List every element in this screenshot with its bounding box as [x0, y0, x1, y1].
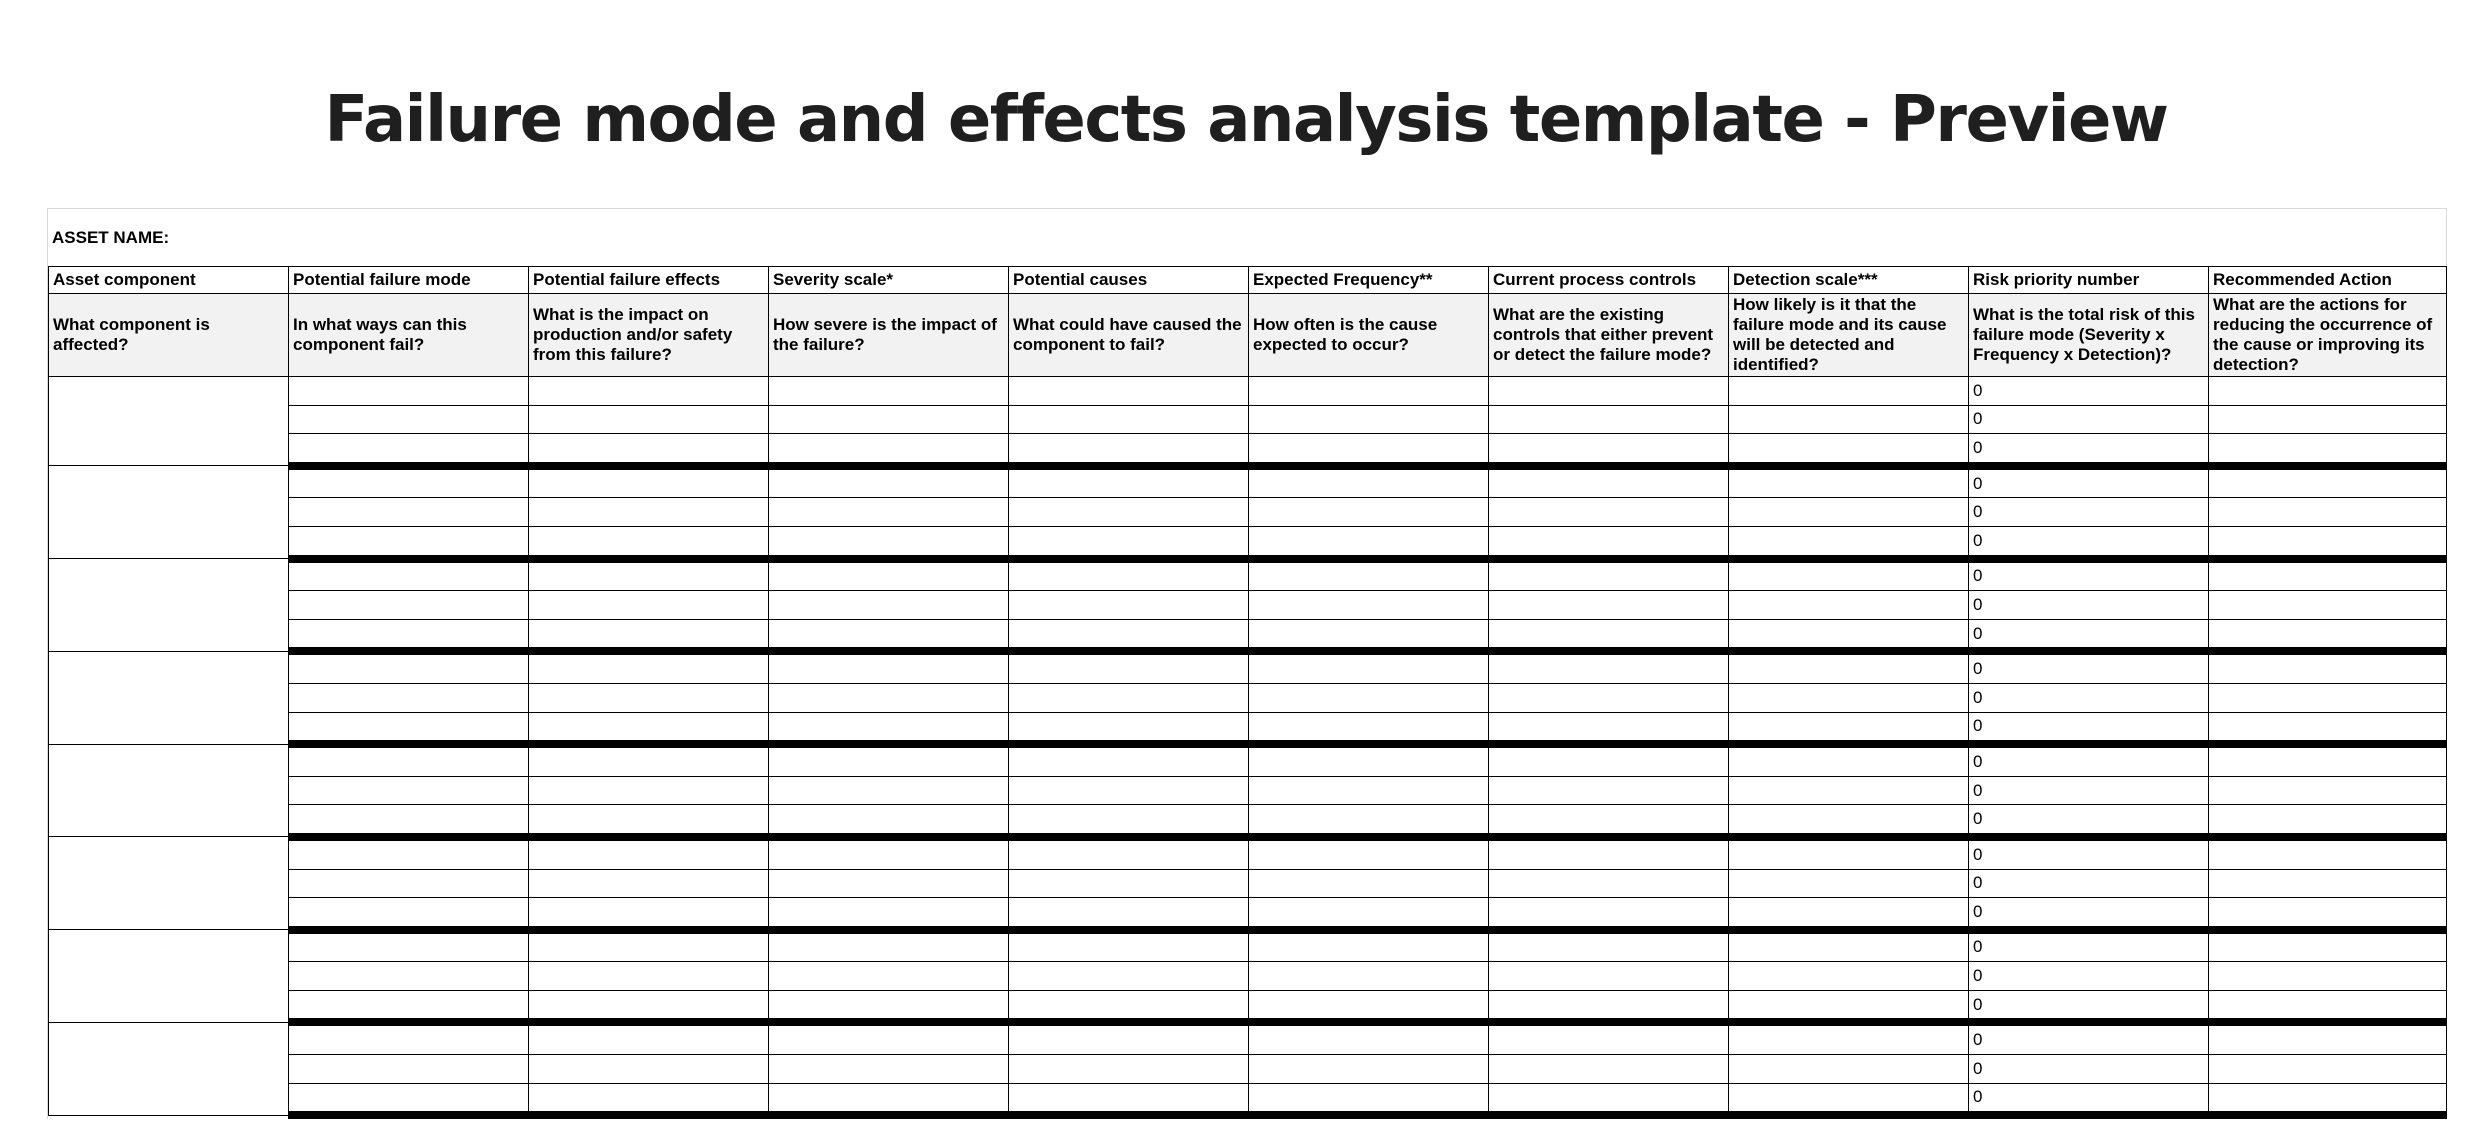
table-cell-potential-failure-effects[interactable]: [529, 869, 769, 898]
risk-priority-number-cell[interactable]: 0: [1969, 1022, 2209, 1054]
column-question-detection-scale: How likely is it that the failure mode and its cause will be detected and identified?: [1729, 294, 1969, 377]
table-cell-potential-causes[interactable]: [1009, 683, 1249, 712]
table-cell-expected-frequency[interactable]: [1249, 405, 1489, 434]
table-cell-detection-scale[interactable]: [1729, 776, 1969, 805]
table-cell-potential-failure-mode[interactable]: [289, 930, 529, 962]
table-cell-potential-failure-mode[interactable]: [289, 498, 529, 527]
column-question-risk-priority-number: What is the total risk of this failure mode (Severity x Frequency x Detection)?: [1969, 294, 2209, 377]
risk-priority-number-cell[interactable]: 0: [1969, 744, 2209, 776]
table-cell-potential-failure-mode[interactable]: [289, 619, 529, 651]
table-cell-severity-scale[interactable]: [769, 962, 1009, 991]
table-cell-severity-scale[interactable]: [769, 712, 1009, 744]
table-cell-recommended-action[interactable]: [2209, 805, 2447, 837]
table-row: [49, 619, 2447, 651]
table-row: [49, 683, 2447, 712]
table-cell-detection-scale[interactable]: [1729, 651, 1969, 683]
table-cell-potential-failure-effects[interactable]: [529, 526, 769, 558]
table-cell-severity-scale[interactable]: [769, 1055, 1009, 1084]
risk-priority-number-cell[interactable]: 0: [1969, 377, 2209, 406]
table-cell-current-process-controls[interactable]: [1489, 683, 1729, 712]
risk-priority-number-cell[interactable]: 0: [1969, 526, 2209, 558]
table-cell-recommended-action[interactable]: [2209, 837, 2447, 869]
table-row: [49, 962, 2447, 991]
table-cell-potential-failure-mode[interactable]: [289, 990, 529, 1022]
table-cell-expected-frequency[interactable]: [1249, 805, 1489, 837]
risk-priority-number-cell[interactable]: 0: [1969, 1083, 2209, 1115]
table-cell-recommended-action[interactable]: [2209, 498, 2447, 527]
table-cell-potential-failure-effects[interactable]: [529, 1083, 769, 1115]
table-cell-severity-scale[interactable]: [769, 498, 1009, 527]
table-cell-detection-scale[interactable]: [1729, 1055, 1969, 1084]
table-cell-potential-failure-effects[interactable]: [529, 744, 769, 776]
table-cell-detection-scale[interactable]: [1729, 837, 1969, 869]
table-cell-current-process-controls[interactable]: [1489, 1022, 1729, 1054]
risk-priority-number-cell[interactable]: 0: [1969, 930, 2209, 962]
table-cell-current-process-controls[interactable]: [1489, 776, 1729, 805]
table-cell-potential-failure-effects[interactable]: [529, 1022, 769, 1054]
table-cell-severity-scale[interactable]: [769, 466, 1009, 498]
table-cell-detection-scale[interactable]: [1729, 1083, 1969, 1115]
table-cell-expected-frequency[interactable]: [1249, 962, 1489, 991]
table-cell-detection-scale[interactable]: [1729, 526, 1969, 558]
table-cell-expected-frequency[interactable]: [1249, 526, 1489, 558]
table-row: [49, 805, 2447, 837]
table-cell-severity-scale[interactable]: [769, 619, 1009, 651]
column-header-risk-priority-number: Risk priority number: [1969, 267, 2209, 294]
table-cell-recommended-action[interactable]: [2209, 898, 2447, 930]
asset-component-cell[interactable]: [49, 466, 289, 559]
table-cell-recommended-action[interactable]: [2209, 377, 2447, 406]
table-cell-recommended-action[interactable]: [2209, 962, 2447, 991]
table-cell-current-process-controls[interactable]: [1489, 962, 1729, 991]
table-cell-potential-failure-mode[interactable]: [289, 776, 529, 805]
table-cell-recommended-action[interactable]: [2209, 526, 2447, 558]
table-cell-expected-frequency[interactable]: [1249, 837, 1489, 869]
table-cell-current-process-controls[interactable]: [1489, 619, 1729, 651]
column-question-row: [49, 294, 2447, 377]
table-cell-potential-failure-effects[interactable]: [529, 805, 769, 837]
table-cell-severity-scale[interactable]: [769, 869, 1009, 898]
table-cell-current-process-controls[interactable]: [1489, 651, 1729, 683]
table-cell-detection-scale[interactable]: [1729, 1022, 1969, 1054]
table-cell-potential-failure-mode[interactable]: [289, 526, 529, 558]
risk-priority-number-cell[interactable]: 0: [1969, 434, 2209, 466]
column-header-row: [49, 267, 2447, 294]
table-cell-potential-failure-effects[interactable]: [529, 1055, 769, 1084]
risk-priority-number-cell[interactable]: 0: [1969, 683, 2209, 712]
table-cell-severity-scale[interactable]: [769, 776, 1009, 805]
table-cell-detection-scale[interactable]: [1729, 591, 1969, 620]
table-cell-detection-scale[interactable]: [1729, 498, 1969, 527]
table-cell-severity-scale[interactable]: [769, 837, 1009, 869]
table-cell-potential-causes[interactable]: [1009, 651, 1249, 683]
table-cell-potential-causes[interactable]: [1009, 559, 1249, 591]
table-cell-potential-failure-mode[interactable]: [289, 466, 529, 498]
fmea-body: [49, 377, 2447, 1116]
column-header-expected-frequency: Expected Frequency**: [1249, 267, 1489, 294]
table-cell-potential-failure-effects[interactable]: [529, 776, 769, 805]
table-cell-potential-failure-mode[interactable]: [289, 591, 529, 620]
asset-component-cell[interactable]: [49, 930, 289, 1023]
table-cell-potential-causes[interactable]: [1009, 962, 1249, 991]
table-cell-potential-failure-effects[interactable]: [529, 930, 769, 962]
table-cell-expected-frequency[interactable]: [1249, 744, 1489, 776]
table-cell-potential-failure-effects[interactable]: [529, 405, 769, 434]
table-cell-severity-scale[interactable]: [769, 990, 1009, 1022]
risk-priority-number-cell[interactable]: 0: [1969, 591, 2209, 620]
table-row: [49, 434, 2447, 466]
table-cell-potential-causes[interactable]: [1009, 466, 1249, 498]
table-cell-recommended-action[interactable]: [2209, 869, 2447, 898]
table-cell-severity-scale[interactable]: [769, 930, 1009, 962]
table-cell-potential-failure-mode[interactable]: [289, 405, 529, 434]
table-cell-potential-causes[interactable]: [1009, 898, 1249, 930]
table-cell-expected-frequency[interactable]: [1249, 898, 1489, 930]
asset-component-cell[interactable]: [49, 559, 289, 652]
table-cell-expected-frequency[interactable]: [1249, 712, 1489, 744]
risk-priority-number-cell[interactable]: 0: [1969, 776, 2209, 805]
table-cell-severity-scale[interactable]: [769, 434, 1009, 466]
table-cell-potential-causes[interactable]: [1009, 1022, 1249, 1054]
table-cell-severity-scale[interactable]: [769, 526, 1009, 558]
table-row: [49, 405, 2447, 434]
table-cell-potential-causes[interactable]: [1009, 434, 1249, 466]
table-cell-potential-failure-effects[interactable]: [529, 466, 769, 498]
asset-component-cell[interactable]: [49, 1022, 289, 1115]
table-cell-current-process-controls[interactable]: [1489, 405, 1729, 434]
table-cell-current-process-controls[interactable]: [1489, 591, 1729, 620]
column-header-potential-causes: Potential causes: [1009, 267, 1249, 294]
table-cell-detection-scale[interactable]: [1729, 744, 1969, 776]
table-cell-current-process-controls[interactable]: [1489, 930, 1729, 962]
table-cell-potential-failure-mode[interactable]: [289, 1055, 529, 1084]
table-cell-potential-failure-effects[interactable]: [529, 434, 769, 466]
table-row: [49, 776, 2447, 805]
table-row: [49, 837, 2447, 869]
table-row: [49, 1055, 2447, 1084]
table-row: [49, 869, 2447, 898]
table-cell-potential-failure-mode[interactable]: [289, 1022, 529, 1054]
risk-priority-number-cell[interactable]: 0: [1969, 898, 2209, 930]
table-cell-recommended-action[interactable]: [2209, 990, 2447, 1022]
table-cell-potential-failure-effects[interactable]: [529, 962, 769, 991]
asset-component-cell[interactable]: [49, 744, 289, 837]
table-cell-expected-frequency[interactable]: [1249, 559, 1489, 591]
table-cell-potential-causes[interactable]: [1009, 591, 1249, 620]
table-cell-severity-scale[interactable]: [769, 1083, 1009, 1115]
risk-priority-number-cell[interactable]: 0: [1969, 712, 2209, 744]
table-cell-current-process-controls[interactable]: [1489, 434, 1729, 466]
table-cell-recommended-action[interactable]: [2209, 1022, 2447, 1054]
table-cell-detection-scale[interactable]: [1729, 712, 1969, 744]
table-cell-detection-scale[interactable]: [1729, 805, 1969, 837]
column-question-potential-failure-mode: In what ways can this component fail?: [289, 294, 529, 377]
table-cell-potential-causes[interactable]: [1009, 377, 1249, 406]
table-cell-potential-failure-effects[interactable]: [529, 990, 769, 1022]
table-row: [49, 712, 2447, 744]
table-cell-potential-failure-mode[interactable]: [289, 683, 529, 712]
table-cell-current-process-controls[interactable]: [1489, 744, 1729, 776]
column-question-current-process-controls: What are the existing controls that either prevent or detect the failure mode?: [1489, 294, 1729, 377]
table-cell-severity-scale[interactable]: [769, 1022, 1009, 1054]
column-header-detection-scale: Detection scale***: [1729, 267, 1969, 294]
risk-priority-number-cell[interactable]: 0: [1969, 498, 2209, 527]
table-row: [49, 466, 2447, 498]
table-cell-detection-scale[interactable]: [1729, 377, 1969, 406]
table-cell-potential-causes[interactable]: [1009, 405, 1249, 434]
table-cell-potential-failure-mode[interactable]: [289, 744, 529, 776]
table-row: [49, 377, 2447, 406]
table-cell-detection-scale[interactable]: [1729, 559, 1969, 591]
risk-priority-number-cell[interactable]: 0: [1969, 805, 2209, 837]
risk-priority-number-cell[interactable]: 0: [1969, 619, 2209, 651]
fmea-table: [48, 266, 2447, 1119]
table-cell-potential-causes[interactable]: [1009, 869, 1249, 898]
table-cell-current-process-controls[interactable]: [1489, 898, 1729, 930]
table-row: [49, 1083, 2447, 1115]
table-cell-recommended-action[interactable]: [2209, 591, 2447, 620]
column-question-potential-causes: What could have caused the component to fail?: [1009, 294, 1249, 377]
table-cell-current-process-controls[interactable]: [1489, 712, 1729, 744]
table-cell-recommended-action[interactable]: [2209, 712, 2447, 744]
table-cell-detection-scale[interactable]: [1729, 869, 1969, 898]
table-cell-expected-frequency[interactable]: [1249, 591, 1489, 620]
table-cell-severity-scale[interactable]: [769, 683, 1009, 712]
table-cell-severity-scale[interactable]: [769, 805, 1009, 837]
table-cell-potential-failure-effects[interactable]: [529, 377, 769, 406]
table-cell-potential-failure-mode[interactable]: [289, 805, 529, 837]
table-cell-recommended-action[interactable]: [2209, 930, 2447, 962]
table-cell-recommended-action[interactable]: [2209, 466, 2447, 498]
column-question-potential-failure-effects: What is the impact on production and/or safety from this failure?: [529, 294, 769, 377]
column-header-recommended-action: Recommended Action: [2209, 267, 2447, 294]
table-cell-current-process-controls[interactable]: [1489, 526, 1729, 558]
column-question-expected-frequency: How often is the cause expected to occur?: [1249, 294, 1489, 377]
table-cell-potential-causes[interactable]: [1009, 930, 1249, 962]
column-header-potential-failure-mode: Potential failure mode: [289, 267, 529, 294]
table-cell-detection-scale[interactable]: [1729, 405, 1969, 434]
table-cell-severity-scale[interactable]: [769, 405, 1009, 434]
table-cell-potential-failure-effects[interactable]: [529, 559, 769, 591]
table-cell-expected-frequency[interactable]: [1249, 1022, 1489, 1054]
table-row: [49, 651, 2447, 683]
table-row: [49, 591, 2447, 620]
table-cell-current-process-controls[interactable]: [1489, 990, 1729, 1022]
table-cell-severity-scale[interactable]: [769, 651, 1009, 683]
risk-priority-number-cell[interactable]: 0: [1969, 651, 2209, 683]
table-row: [49, 498, 2447, 527]
table-cell-potential-failure-mode[interactable]: [289, 559, 529, 591]
column-header-potential-failure-effects: Potential failure effects: [529, 267, 769, 294]
table-cell-potential-failure-mode[interactable]: [289, 377, 529, 406]
column-header-severity-scale: Severity scale*: [769, 267, 1009, 294]
table-cell-expected-frequency[interactable]: [1249, 377, 1489, 406]
table-cell-potential-failure-effects[interactable]: [529, 591, 769, 620]
table-cell-recommended-action[interactable]: [2209, 619, 2447, 651]
table-cell-potential-failure-effects[interactable]: [529, 837, 769, 869]
table-cell-recommended-action[interactable]: [2209, 651, 2447, 683]
table-cell-severity-scale[interactable]: [769, 898, 1009, 930]
table-cell-recommended-action[interactable]: [2209, 1083, 2447, 1115]
table-cell-potential-failure-mode[interactable]: [289, 434, 529, 466]
table-cell-potential-failure-effects[interactable]: [529, 619, 769, 651]
table-cell-detection-scale[interactable]: [1729, 619, 1969, 651]
table-cell-current-process-controls[interactable]: [1489, 498, 1729, 527]
table-cell-current-process-controls[interactable]: [1489, 1083, 1729, 1115]
risk-priority-number-cell[interactable]: 0: [1969, 559, 2209, 591]
table-cell-expected-frequency[interactable]: [1249, 1083, 1489, 1115]
table-cell-current-process-controls[interactable]: [1489, 869, 1729, 898]
table-cell-expected-frequency[interactable]: [1249, 683, 1489, 712]
table-cell-detection-scale[interactable]: [1729, 930, 1969, 962]
table-cell-potential-failure-effects[interactable]: [529, 898, 769, 930]
table-cell-potential-causes[interactable]: [1009, 1083, 1249, 1115]
table-cell-potential-failure-effects[interactable]: [529, 498, 769, 527]
asset-component-cell[interactable]: [49, 651, 289, 744]
asset-name-row[interactable]: [48, 209, 2446, 266]
table-cell-current-process-controls[interactable]: [1489, 837, 1729, 869]
table-cell-recommended-action[interactable]: [2209, 1055, 2447, 1084]
table-cell-recommended-action[interactable]: [2209, 405, 2447, 434]
table-row: [49, 1022, 2447, 1054]
column-question-asset-component: What component is affected?: [49, 294, 289, 377]
table-cell-potential-causes[interactable]: [1009, 619, 1249, 651]
table-cell-current-process-controls[interactable]: [1489, 805, 1729, 837]
table-cell-potential-failure-mode[interactable]: [289, 869, 529, 898]
table-row: [49, 898, 2447, 930]
table-cell-current-process-controls[interactable]: [1489, 1055, 1729, 1084]
table-cell-potential-failure-mode[interactable]: [289, 898, 529, 930]
table-cell-recommended-action[interactable]: [2209, 559, 2447, 591]
table-cell-potential-failure-mode[interactable]: [289, 837, 529, 869]
table-cell-current-process-controls[interactable]: [1489, 559, 1729, 591]
asset-component-cell[interactable]: [49, 837, 289, 930]
table-cell-potential-causes[interactable]: [1009, 712, 1249, 744]
risk-priority-number-cell[interactable]: 0: [1969, 869, 2209, 898]
fmea-sheet: [47, 208, 2447, 1119]
table-cell-expected-frequency[interactable]: [1249, 990, 1489, 1022]
table-cell-expected-frequency[interactable]: [1249, 466, 1489, 498]
table-cell-potential-causes[interactable]: [1009, 498, 1249, 527]
table-cell-potential-causes[interactable]: [1009, 1055, 1249, 1084]
table-cell-expected-frequency[interactable]: [1249, 930, 1489, 962]
table-cell-potential-causes[interactable]: [1009, 776, 1249, 805]
table-cell-severity-scale[interactable]: [769, 377, 1009, 406]
table-cell-expected-frequency[interactable]: [1249, 434, 1489, 466]
table-cell-severity-scale[interactable]: [769, 591, 1009, 620]
table-cell-potential-causes[interactable]: [1009, 526, 1249, 558]
column-header-current-process-controls: Current process controls: [1489, 267, 1729, 294]
table-cell-potential-failure-effects[interactable]: [529, 651, 769, 683]
table-cell-potential-failure-mode[interactable]: [289, 651, 529, 683]
table-cell-expected-frequency[interactable]: [1249, 619, 1489, 651]
table-cell-detection-scale[interactable]: [1729, 990, 1969, 1022]
table-row: [49, 930, 2447, 962]
column-question-severity-scale: How severe is the impact of the failure?: [769, 294, 1009, 377]
table-row: [49, 526, 2447, 558]
table-row: [49, 559, 2447, 591]
table-cell-potential-failure-mode[interactable]: [289, 962, 529, 991]
asset-name-label: ASSET NAME:: [52, 228, 170, 247]
table-cell-potential-causes[interactable]: [1009, 837, 1249, 869]
table-cell-potential-failure-mode[interactable]: [289, 1083, 529, 1115]
table-cell-severity-scale[interactable]: [769, 559, 1009, 591]
table-cell-expected-frequency[interactable]: [1249, 776, 1489, 805]
table-cell-detection-scale[interactable]: [1729, 434, 1969, 466]
table-cell-expected-frequency[interactable]: [1249, 498, 1489, 527]
table-cell-recommended-action[interactable]: [2209, 744, 2447, 776]
table-cell-current-process-controls[interactable]: [1489, 377, 1729, 406]
table-cell-expected-frequency[interactable]: [1249, 869, 1489, 898]
table-cell-potential-causes[interactable]: [1009, 744, 1249, 776]
table-cell-detection-scale[interactable]: [1729, 683, 1969, 712]
table-cell-potential-failure-mode[interactable]: [289, 712, 529, 744]
table-cell-potential-failure-effects[interactable]: [529, 683, 769, 712]
risk-priority-number-cell[interactable]: 0: [1969, 837, 2209, 869]
risk-priority-number-cell[interactable]: 0: [1969, 990, 2209, 1022]
table-cell-potential-causes[interactable]: [1009, 805, 1249, 837]
asset-component-cell[interactable]: [49, 377, 289, 466]
table-cell-severity-scale[interactable]: [769, 744, 1009, 776]
table-cell-expected-frequency[interactable]: [1249, 1055, 1489, 1084]
table-cell-current-process-controls[interactable]: [1489, 466, 1729, 498]
table-cell-potential-causes[interactable]: [1009, 990, 1249, 1022]
table-cell-recommended-action[interactable]: [2209, 683, 2447, 712]
column-question-recommended-action: What are the actions for reducing the occurrence of the cause or improving its detection?: [2209, 294, 2447, 377]
table-cell-expected-frequency[interactable]: [1249, 651, 1489, 683]
table-row: [49, 990, 2447, 1022]
page-title: Failure mode and effects analysis template - Preview: [324, 83, 2168, 157]
table-cell-detection-scale[interactable]: [1729, 898, 1969, 930]
table-cell-potential-failure-effects[interactable]: [529, 712, 769, 744]
table-cell-detection-scale[interactable]: [1729, 962, 1969, 991]
table-cell-recommended-action[interactable]: [2209, 776, 2447, 805]
risk-priority-number-cell[interactable]: 0: [1969, 405, 2209, 434]
table-cell-detection-scale[interactable]: [1729, 466, 1969, 498]
table-cell-recommended-action[interactable]: [2209, 434, 2447, 466]
column-header-asset-component: Asset component: [49, 267, 289, 294]
risk-priority-number-cell[interactable]: 0: [1969, 1055, 2209, 1084]
table-row: [49, 744, 2447, 776]
risk-priority-number-cell[interactable]: 0: [1969, 466, 2209, 498]
risk-priority-number-cell[interactable]: 0: [1969, 962, 2209, 991]
